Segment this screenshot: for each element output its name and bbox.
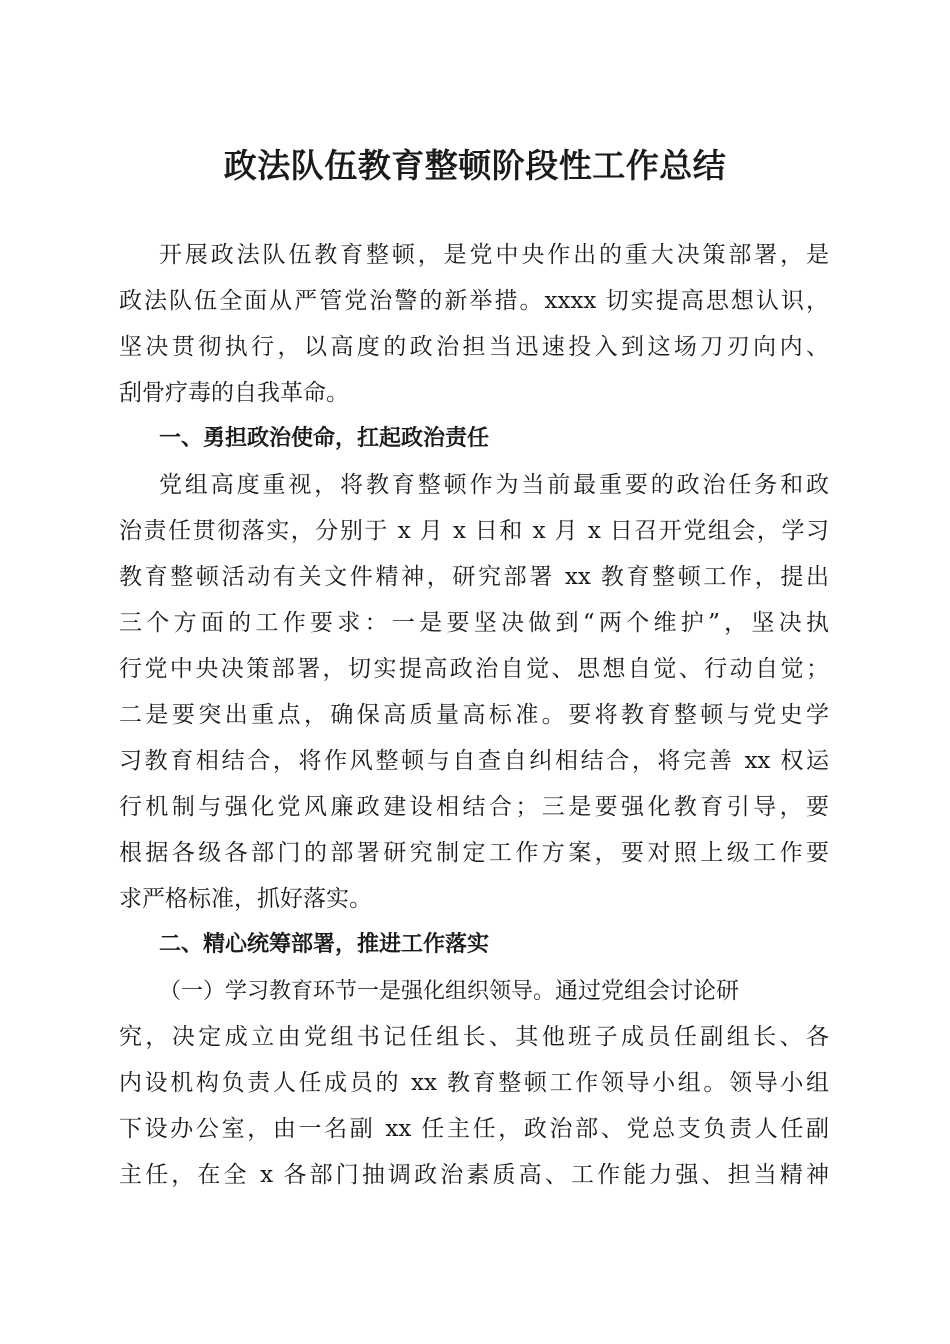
paragraph-line: 行机制与强化党风廉政建设相结合；三是要强化教育引导，要 <box>119 794 829 820</box>
paragraph-line: 行党中央决策部署，切实提高政治自觉、思想自觉、行动自觉； <box>119 656 829 682</box>
paragraph-line: 内设机构负责人任成员的 xx 教育整顿工作领导小组。领导小组 <box>119 1070 829 1096</box>
document-body <box>119 232 829 1198</box>
paragraph-line: 刮骨疗毒的自我革命。 <box>119 380 349 406</box>
section-heading-1: 一、勇担政治使命，扛起政治责任 <box>159 426 490 451</box>
paragraph-line: 教育整顿活动有关文件精神，研究部署 xx 教育整顿工作，提出 <box>119 564 829 590</box>
paragraph-line: 坚决贯彻执行，以高度的政治担当迅速投入到这场刀刃向内、 <box>119 334 829 360</box>
paragraph-line <box>119 968 829 1014</box>
paragraph-line: 求严格标准，抓好落实。 <box>119 886 372 912</box>
paragraph-line: 根据各级各部门的部署研究制定工作方案，要对照上级工作要 <box>119 840 829 866</box>
paragraph-text: 通过党组会讨论研 <box>555 978 740 1004</box>
paragraph-line: 三个方面的工作要求：一是要坚决做到“两个维护”，坚决执 <box>119 610 829 636</box>
paragraph-line: 二是要突出重点，确保高质量高标准。要将教育整顿与党史学 <box>119 702 829 728</box>
subsection-heading: （一）学习教育环节一是强化组织领导。 <box>159 979 556 1004</box>
paragraph-line: 下设办公室，由一名副 xx 任主任，政治部、党总支负责人任副 <box>119 1116 829 1142</box>
paragraph-line: 党组高度重视，将教育整顿作为当前最重要的政治任务和政 <box>159 472 829 498</box>
paragraph-line: 究，决定成立由党组书记任组长、其他班子成员任副组长、各 <box>119 1024 829 1050</box>
section-heading-2: 二、精心统筹部署，推进工作落实 <box>159 932 490 957</box>
paragraph-line: 开展政法队伍教育整顿，是党中央作出的重大决策部署，是 <box>159 242 829 268</box>
paragraph-line: 治责任贯彻落实，分别于 x 月 x 日和 x 月 x 日召开党组会，学习 <box>119 518 829 544</box>
paragraph-line: 习教育相结合，将作风整顿与自查自纠相结合，将完善 xx 权运 <box>119 748 829 774</box>
paragraph-line: 政法队伍全面从严管党治警的新举措。xxxx 切实提高思想认识， <box>119 288 829 314</box>
document-title: 政法队伍教育整顿阶段性工作总结 <box>223 146 727 185</box>
paragraph-line: 主任，在全 x 各部门抽调政治素质高、工作能力强、担当精神 <box>119 1162 829 1188</box>
